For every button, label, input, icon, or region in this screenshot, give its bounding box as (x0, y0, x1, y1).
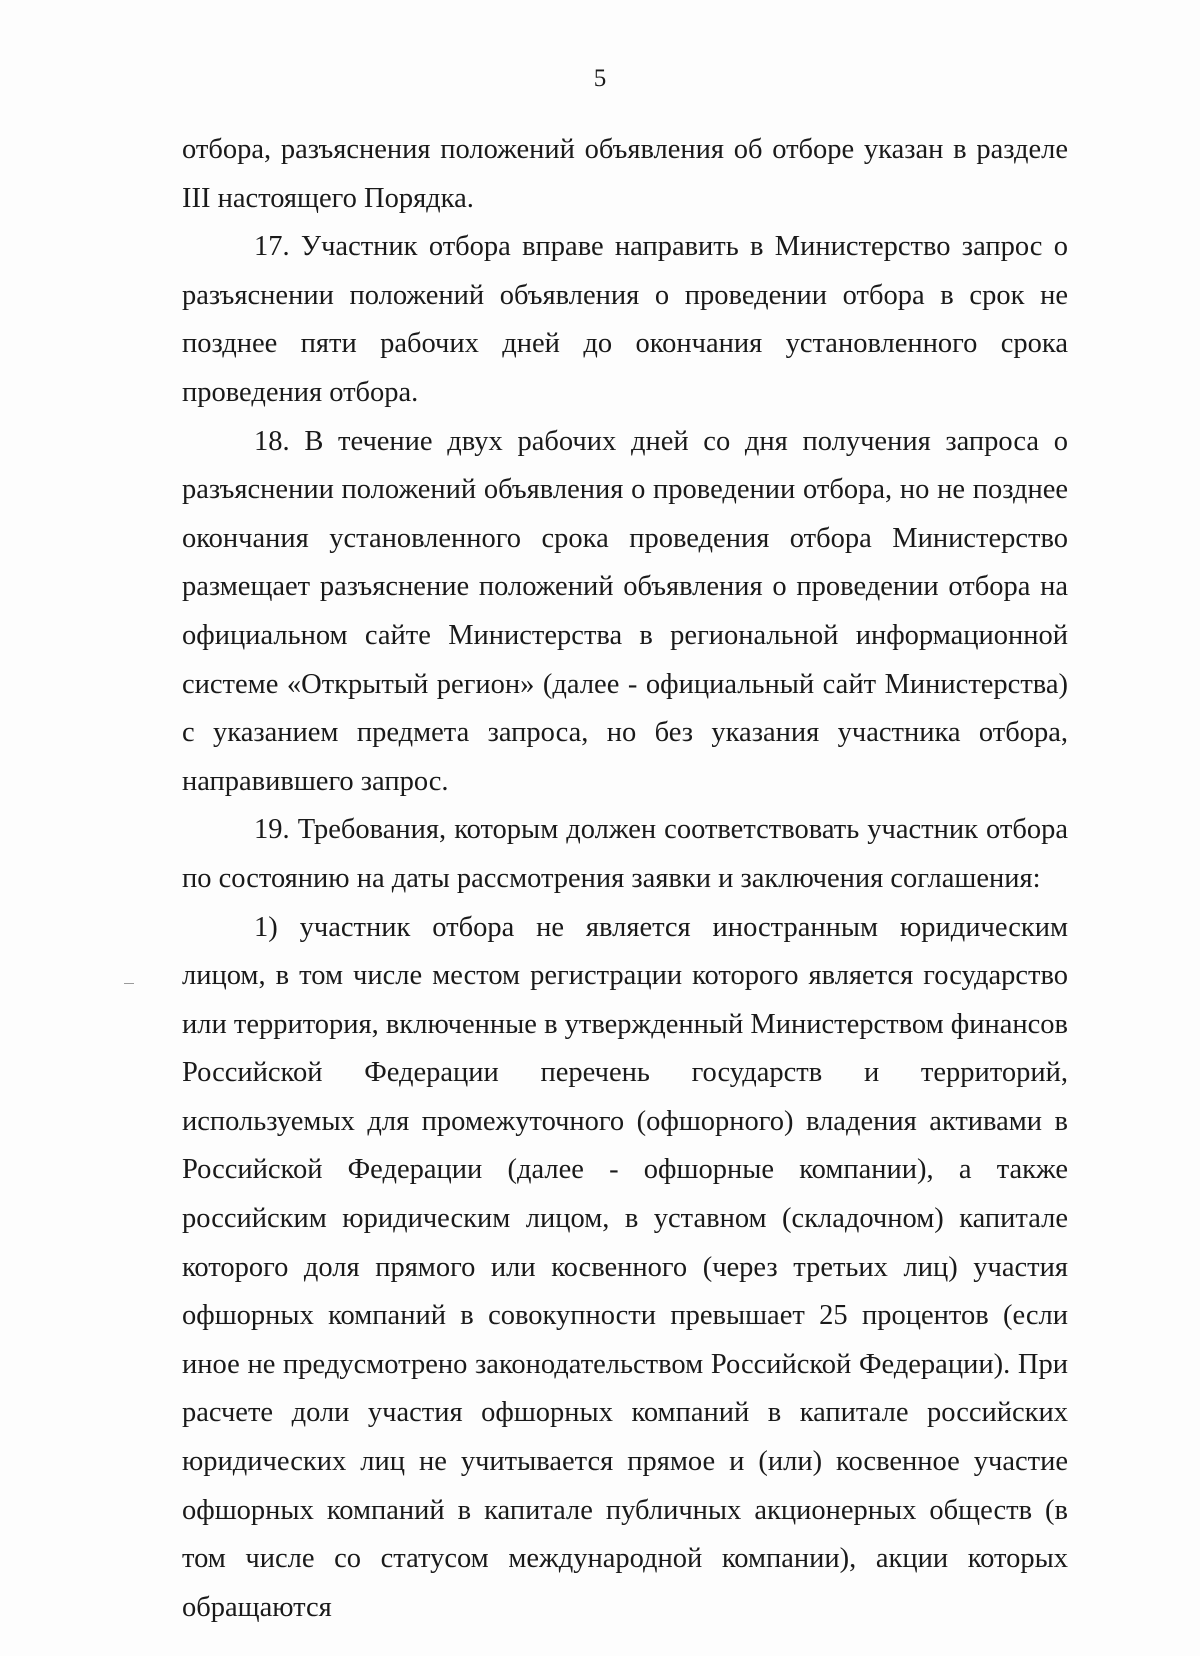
paragraph-18: 18. В течение двух рабочих дней со дня получения запроса о разъяснении положений объявления о проведении отбора, но не позднее окончания установленного срока проведения отбора Министерство размещает разъяснение положений объявления о проведении отбора на официальном сайте Министерства в региональной информационной системе «Открытый регион» (далее - официальный сайт Министерства) с указанием предмета запроса, но без указания участника отбора, направившего запрос. (182, 425, 1068, 797)
paragraph-19: 19. Требования, которым должен соответствовать участник отбора по состоянию на даты рассмотрения заявки и заключения соглашения: (182, 814, 1068, 894)
paragraph-continuation: отбора, разъяснения положений объявления об отборе указан в разделе III настоящего Порядка. (182, 134, 1068, 214)
document-body (182, 126, 1068, 1632)
paragraph-19-item-1: 1) участник отбора не является иностранным юридическим лицом, в том числе местом регистрации которого является государство или территория, включенные в утвержденный Министерством финансов Российской Федерации перечень государств и территорий, используемых для промежуточного (офшорного) владения активами в Российской Федерации (далее - офшорные компании), а также российским юридическим лицом, в уставном (складочном) капитале которого доля прямого или косвенного (через третьих лиц) участия офшорных компаний в совокупности превышает 25 процентов (если иное не предусмотрено законодательством Российской Федерации). При расчете доли участия офшорных компаний в капитале российских юридических лиц не учитывается прямое и (или) косвенное участие офшорных компаний в капитале публичных акционерных обществ (в том числе со статусом международной компании), акции которых обращаются (182, 911, 1068, 1623)
scan-artifact (124, 983, 134, 984)
page-number: 5 (593, 65, 607, 92)
paragraph-17: 17. Участник отбора вправе направить в Министерство запрос о разъяснении положений объявления о проведении отбора в срок не позднее пяти рабочих дней до окончания установленного срока проведения отбора. (182, 231, 1068, 408)
